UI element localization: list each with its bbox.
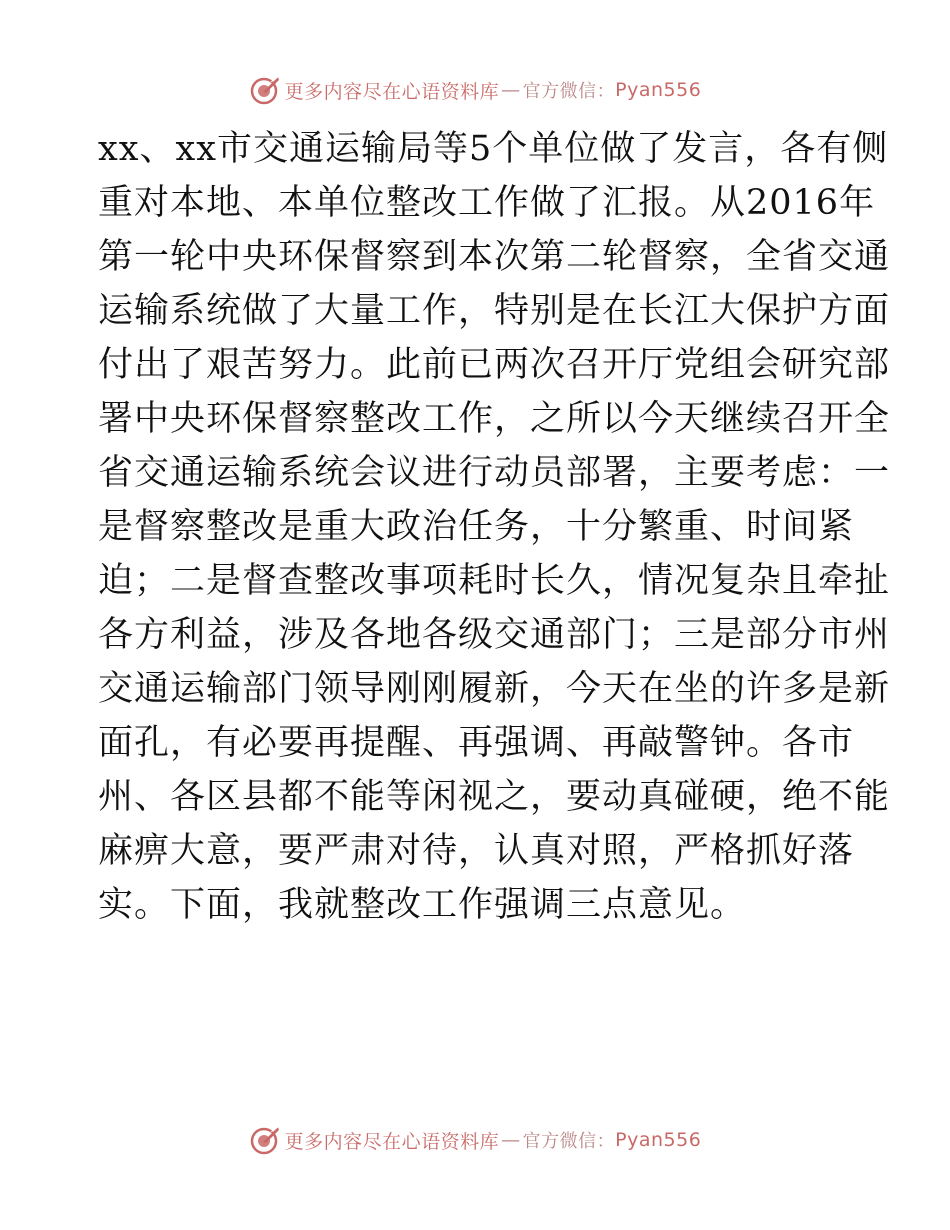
body-line: 署中央环保督察整改工作，之所以今天继续召开全 [98,399,891,439]
quill-logo-icon [249,1124,281,1156]
watermark-label: 官方微信： [522,1131,616,1152]
watermark-wechat-id: Pyan556 [615,79,702,101]
body-line: 付出了艰苦努力。此前已两次召开厅党组会研究部 [98,345,891,385]
body-line: 各方利益，涉及各地各级交通部门；三是部分市州 [98,615,891,655]
body-line: 面孔，有必要再提醒、再强调、再敲警钟。各市 [98,723,855,763]
body-line: 是督察整改是重大政治任务，十分繁重、时间紧 [98,507,855,547]
body-line: 重对本地、本单位整改工作做了汇报。从2016年 [98,183,876,223]
body-line: 实。下面，我就整改工作强调三点意见。 [98,885,747,925]
body-line: 运输系统做了大量工作，特别是在长江大保护方面 [98,291,891,331]
body-line: xx、xx市交通运输局等5个单位做了发言，各有侧 [98,129,889,169]
body-line: 麻痹大意，要严肃对待，认真对照，严格抓好落 [98,831,855,871]
document-body [98,122,891,932]
watermark-separator: — [501,79,521,101]
body-line: 交通运输部门领导刚刚履新，今天在坐的许多是新 [98,669,891,709]
body-line: 迫；二是督查整改事项耗时长久，情况复杂且牵扯 [98,561,891,601]
watermark-wechat-id: Pyan556 [615,1129,702,1151]
watermark-brand-text: 更多内容尽在心语资料库 [284,80,500,103]
watermark-label: 官方微信： [522,81,616,102]
header-watermark [0,70,950,110]
body-line: 省交通运输系统会议进行动员部署，主要考虑：一 [98,453,891,493]
watermark-brand-text: 更多内容尽在心语资料库 [284,1130,500,1153]
body-line: 州、各区县都不能等闲视之，要动真碰硬，绝不能 [98,777,891,817]
body-line: 第一轮中央环保督察到本次第二轮督察，全省交通 [98,237,891,277]
footer-watermark [0,1120,950,1160]
watermark-separator: — [501,1129,521,1151]
quill-logo-icon [249,74,281,106]
